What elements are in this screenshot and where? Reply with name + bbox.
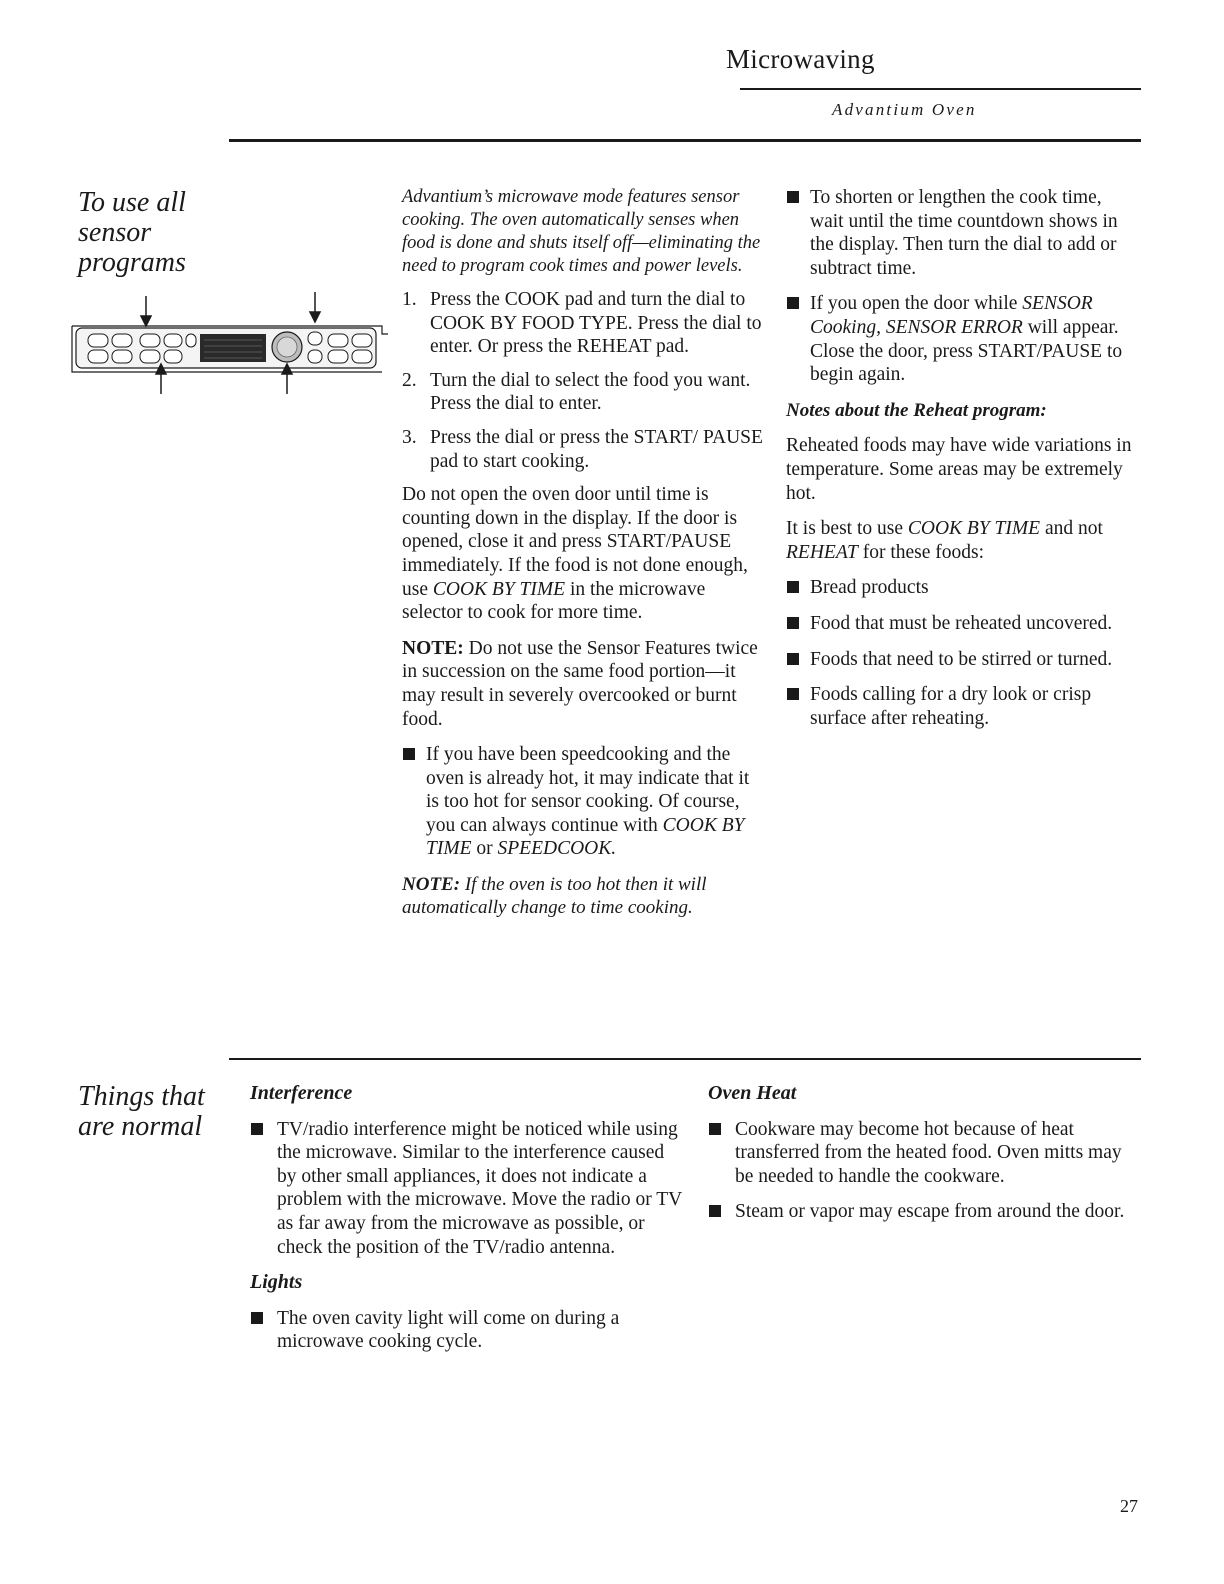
normal-left-column	[250, 1082, 682, 1366]
best-use-paragraph: It is best to use COOK BY TIME and not REHEAT for these foods:	[786, 518, 1103, 563]
normal-side-heading	[78, 1082, 205, 1142]
lights-heading: Lights	[250, 1271, 303, 1294]
oven-heat-heading: Oven Heat	[708, 1082, 797, 1104]
too-hot-note: NOTE: If the oven is too hot then it will automatically change to time cooking.	[402, 874, 707, 919]
step-item	[402, 369, 764, 416]
interference-heading: Interference	[250, 1082, 353, 1104]
heading-line: programs	[78, 247, 186, 278]
control-panel-illustration	[70, 290, 390, 400]
main-rule	[229, 139, 1141, 142]
bullet-square-icon	[786, 576, 810, 600]
step-text: Press the COOK pad and turn the dial to COOK BY FOOD TYPE. Press the dial to enter. Or press the REHEAT pad.	[430, 289, 762, 358]
interference-bullet: TV/radio interference might be noticed while using the microwave. Similar to the interference caused by other small appliances, it does not indicate a problem with the microwave. Move the radio or TV as far away from the microwave as possible, or check the position of the TV/radio antenna.	[250, 1118, 682, 1260]
reheat-heading: Notes about the Reheat program:	[786, 399, 1047, 421]
section-title: Microwaving	[726, 44, 875, 74]
step-number: 2.	[402, 369, 417, 391]
food-item: Foods calling for a dry look or crisp surface after reheating.	[786, 683, 1132, 730]
bullet-square-icon	[786, 683, 810, 730]
heading-line: Things that	[78, 1081, 205, 1112]
food-item: Bread products	[786, 576, 1132, 600]
bullet-square-icon	[402, 743, 426, 861]
reheat-paragraph: Reheated foods may have wide variations in temperature. Some areas may be extremely hot.	[786, 435, 1132, 504]
step-item	[402, 288, 764, 359]
section-divider	[229, 1058, 1141, 1060]
speedcook-bullet: If you have been speedcooking and the oven is already hot, it may indicate that it is too hot for sensor cooking. Of course, you can always continue with COOK BY TIME or SPEEDCOOK.	[402, 743, 764, 861]
bullet-square-icon	[250, 1307, 277, 1354]
food-item: Foods that need to be stirred or turned.	[786, 648, 1132, 672]
normal-right-column	[708, 1082, 1128, 1236]
door-paragraph: Do not open the oven door until time is counting down in the display. If the door is opened, close it and press START/PAUSE immediately. If the food is not done enough, use COOK BY TIME in the microwave selector to cook for more time.	[402, 484, 748, 624]
section-subtitle: Advantium Oven	[832, 100, 977, 119]
step-text: Press the dial or press the START/ PAUSE pad to start cooking.	[430, 426, 763, 472]
sensor-right-column	[786, 186, 1132, 742]
page-number: 27	[1120, 1496, 1138, 1516]
bullet-square-icon	[708, 1118, 735, 1189]
bullet-square-icon	[786, 186, 810, 280]
sensor-middle-column	[402, 186, 764, 931]
heading-line: are normal	[78, 1111, 203, 1142]
oven-heat-bullet: Cookware may become hot because of heat transferred from the heated food. Oven mitts may be needed to handle the cookware.	[708, 1118, 1128, 1189]
lights-bullet: The oven cavity light will come on during a microwave cooking cycle.	[250, 1307, 682, 1354]
arrow-down-icon	[141, 296, 151, 326]
arrow-down-icon	[310, 292, 320, 322]
sensor-intro: Advantium’s microwave mode features sensor cooking. The oven automatically senses when food is done and shuts itself off—eliminating the need to program cook times and power levels.	[402, 187, 761, 276]
bullet-square-icon	[786, 292, 810, 386]
oven-heat-bullet: Steam or vapor may escape from around the door.	[708, 1200, 1128, 1224]
sensor-side-heading	[78, 188, 186, 278]
bullet-square-icon	[786, 648, 810, 672]
bullet-square-icon	[250, 1118, 277, 1260]
sensor-note: NOTE: Do not use the Sensor Features twice in succession on the same food portion—it may result in severely overcooked or burnt food.	[402, 637, 758, 730]
step-number: 1.	[402, 289, 417, 310]
heading-line: To use all	[78, 187, 186, 218]
bullet-square-icon	[708, 1200, 735, 1224]
step-number: 3.	[402, 426, 417, 448]
step-text: Turn the dial to select the food you want. Press the dial to enter.	[430, 369, 751, 415]
heading-line: sensor	[78, 217, 152, 248]
header-rule	[740, 88, 1141, 90]
food-item: Food that must be reheated uncovered.	[786, 612, 1132, 636]
shorten-bullet: To shorten or lengthen the cook time, wait until the time countdown shows in the display. Then turn the dial to add or subtract time.	[786, 186, 1132, 280]
step-item	[402, 426, 764, 473]
door-open-bullet: If you open the door while SENSOR Cooking, SENSOR ERROR will appear. Close the door, press START/PAUSE to begin again.	[786, 292, 1132, 386]
bullet-square-icon	[786, 612, 810, 636]
